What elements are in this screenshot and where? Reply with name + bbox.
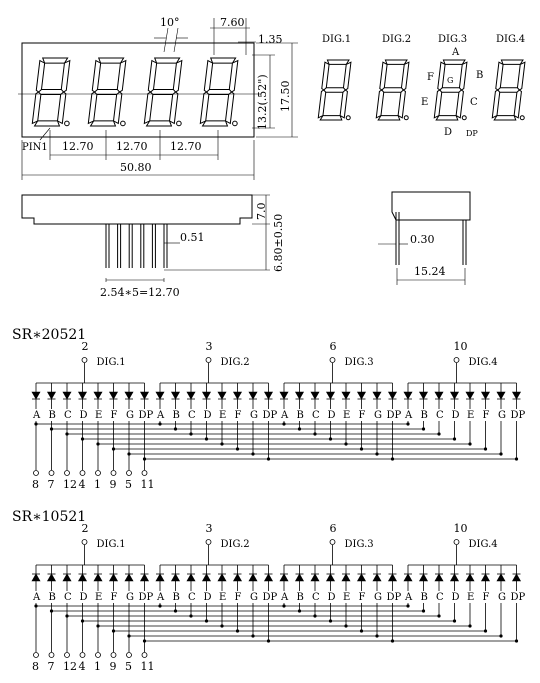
segment-pin	[111, 653, 116, 658]
segment-label: DP	[386, 592, 402, 603]
segment-pin-number: 8	[32, 660, 39, 673]
segment-legend	[318, 34, 525, 138]
segment-f	[92, 61, 100, 92]
segment-c	[170, 92, 178, 123]
segment-dp	[121, 121, 126, 126]
segment-label: D	[451, 592, 460, 603]
segment-pin	[96, 471, 101, 476]
dim-pin-pitch: 2.54∗5=12.70	[100, 286, 180, 299]
diode	[265, 392, 273, 399]
diode	[141, 574, 149, 581]
diode	[32, 574, 40, 581]
digit-common-pin	[454, 358, 459, 363]
schematic-common-anode	[12, 327, 526, 491]
digit-common-pin	[82, 540, 87, 545]
legend-digit-label: DIG.1	[322, 34, 352, 45]
diode	[296, 574, 304, 581]
pin1-leader	[40, 128, 50, 140]
digit-pin-number: 10	[453, 522, 468, 535]
diode	[187, 574, 195, 581]
legend-seg-d: D	[444, 127, 453, 138]
segment-pin-number: 7	[47, 660, 55, 673]
segment-label: G	[374, 592, 382, 603]
side-body-outline	[22, 195, 252, 224]
segment-c	[456, 90, 463, 118]
segment-label: E	[343, 410, 351, 421]
diode	[482, 574, 490, 581]
legend-seg-g: G	[447, 76, 454, 85]
segment-label: G	[498, 410, 506, 421]
segment-label: F	[482, 592, 490, 603]
segment-d	[147, 121, 172, 126]
legend-seg-a: A	[452, 47, 460, 58]
segment-label: G	[498, 592, 506, 603]
digit-common-pin	[206, 358, 211, 363]
digit-common-pin	[454, 540, 459, 545]
dim-seg-width: 1.35	[258, 33, 283, 46]
diode	[203, 392, 211, 399]
segment-pin	[127, 653, 132, 658]
segment-label: A	[405, 410, 413, 421]
segment-d	[378, 116, 400, 120]
digit-pin-number: 3	[205, 522, 213, 535]
diode	[48, 392, 56, 399]
segment-label: E	[95, 410, 103, 421]
diode	[451, 392, 459, 399]
digit-pin-number: 3	[205, 340, 213, 353]
diode	[342, 392, 350, 399]
segment-e	[200, 92, 209, 123]
schematic-title: SR∗20521	[12, 327, 87, 343]
diode	[249, 574, 257, 581]
diode	[218, 392, 226, 399]
pin1-label: PIN1	[22, 142, 48, 153]
diode	[327, 392, 335, 399]
segment-dp	[520, 116, 524, 120]
schematic-circuit	[32, 522, 526, 673]
digit-common-pin	[206, 540, 211, 545]
digit-pin-number: 2	[81, 340, 89, 353]
segment-a	[327, 60, 349, 64]
legend-seg-f: F	[427, 72, 434, 83]
segment-pin	[111, 471, 116, 476]
diode	[342, 574, 350, 581]
segment-pin	[142, 471, 147, 476]
segment-label: A	[157, 592, 165, 603]
diode	[265, 574, 273, 581]
diode	[110, 392, 118, 399]
segment-label: DP	[262, 410, 278, 421]
diode	[327, 574, 335, 581]
segment-label: A	[33, 592, 41, 603]
segment-label: DP	[138, 592, 154, 603]
segment-b	[61, 61, 70, 92]
diode	[311, 574, 319, 581]
segment-label: D	[203, 410, 212, 421]
diode	[389, 392, 397, 399]
dim-angle: 10°	[160, 16, 180, 29]
segment-pin-number: 11	[140, 478, 155, 491]
segment-pin	[96, 653, 101, 658]
segment-a	[385, 60, 407, 64]
diode	[373, 392, 381, 399]
digit-pin-number: 10	[453, 340, 468, 353]
diode	[63, 392, 71, 399]
segment-label: DP	[138, 410, 154, 421]
segment-label: E	[343, 592, 351, 603]
segment-c	[398, 90, 405, 118]
angle-guide-2	[174, 28, 178, 52]
segment-g	[498, 88, 520, 92]
diode	[48, 574, 56, 581]
segment-a	[99, 58, 124, 63]
segment-a	[501, 60, 523, 64]
segment-label: E	[95, 592, 103, 603]
segment-pin-number: 4	[78, 478, 86, 491]
segment-label: B	[48, 410, 56, 421]
segment-e	[318, 90, 326, 118]
segment-g	[382, 88, 404, 92]
diode	[234, 392, 242, 399]
diode	[156, 574, 164, 581]
segment-f	[496, 62, 503, 90]
segment-e	[88, 92, 97, 123]
segment-label: A	[281, 592, 289, 603]
segment-label: DP	[510, 592, 526, 603]
segment-pin	[34, 653, 39, 658]
segment-d	[203, 121, 228, 126]
segment-label: B	[420, 410, 428, 421]
segment-label: G	[126, 592, 134, 603]
diode	[94, 574, 102, 581]
segment-b	[459, 62, 467, 90]
end-body-outline	[392, 192, 470, 220]
segment-label: B	[48, 592, 56, 603]
segment-label: E	[467, 592, 475, 603]
segment-label: C	[188, 592, 196, 603]
diode	[404, 392, 412, 399]
dim-row-spacing: 15.24	[414, 265, 446, 278]
segment-pin	[49, 471, 54, 476]
diode	[63, 574, 71, 581]
diode	[234, 574, 242, 581]
segment-b	[517, 62, 525, 90]
diode	[497, 392, 505, 399]
segment-label: G	[250, 410, 258, 421]
segment-d	[494, 116, 516, 120]
diode	[420, 574, 428, 581]
segment-label: DP	[386, 410, 402, 421]
segment-pin	[34, 471, 39, 476]
segment-label: A	[281, 410, 289, 421]
segment-pin-number: 1	[94, 478, 101, 491]
segment-label: B	[296, 410, 304, 421]
segment-e	[434, 90, 442, 118]
segment-d	[35, 121, 60, 126]
digit-common-pin	[330, 540, 335, 545]
segment-label: A	[33, 410, 41, 421]
dim-digit-pitch-3: 12.70	[170, 140, 202, 153]
front-view	[18, 16, 298, 180]
diode	[389, 574, 397, 581]
dim-body-width: 50.80	[120, 161, 152, 174]
segment-f	[148, 61, 156, 92]
diode	[466, 574, 474, 581]
segment-pin-number: 5	[125, 660, 132, 673]
segment-label: G	[126, 410, 134, 421]
segment-label: C	[436, 410, 444, 421]
segment-e	[32, 92, 41, 123]
segment-pin-number: 5	[125, 478, 132, 491]
segment-d	[320, 116, 342, 120]
segment-a	[443, 60, 465, 64]
segment-f	[36, 61, 44, 92]
digit-pin-number: 6	[329, 522, 337, 535]
segment-c	[514, 90, 521, 118]
diode	[79, 392, 87, 399]
segment-label: B	[420, 592, 428, 603]
legend-seg-b: B	[476, 70, 484, 81]
schematic-common-cathode	[12, 509, 526, 673]
diode	[249, 392, 257, 399]
segment-pin	[80, 471, 85, 476]
segment-b	[173, 61, 182, 92]
segment-d	[91, 121, 116, 126]
segment-a	[43, 58, 68, 63]
segment-dp	[65, 121, 70, 126]
segment-g	[324, 88, 346, 92]
segment-f	[380, 62, 387, 90]
diode	[141, 392, 149, 399]
segment-f	[204, 61, 212, 92]
segment-pin-number: 4	[78, 660, 86, 673]
digit-label: DIG.1	[96, 357, 126, 368]
diode	[497, 574, 505, 581]
segment-label: C	[188, 410, 196, 421]
side-view	[22, 195, 285, 299]
segment-a	[211, 58, 236, 63]
diode	[482, 392, 490, 399]
digit-label: DIG.3	[344, 539, 374, 550]
end-view	[378, 192, 470, 285]
segment-pin	[49, 653, 54, 658]
segment-dp	[462, 116, 466, 120]
segment-d	[436, 116, 458, 120]
segment-label: G	[250, 592, 258, 603]
segment-label: DP	[262, 592, 278, 603]
dim-body-height: 17.50	[279, 80, 292, 112]
diode	[172, 392, 180, 399]
segment-pin-number: 7	[47, 478, 55, 491]
digit-label: DIG.3	[344, 357, 374, 368]
diode	[435, 574, 443, 581]
diode	[373, 574, 381, 581]
segment-label: A	[405, 592, 413, 603]
segment-label: E	[467, 410, 475, 421]
segment-c	[340, 90, 347, 118]
segment-dp	[404, 116, 408, 120]
segment-b	[229, 61, 238, 92]
segment-b	[117, 61, 126, 92]
schematic-circuit	[32, 340, 526, 491]
diode	[125, 574, 133, 581]
segment-label: D	[79, 592, 88, 603]
segment-a	[155, 58, 180, 63]
segment-label: F	[110, 410, 118, 421]
side-pins	[106, 224, 167, 268]
segment-dp	[346, 116, 350, 120]
digit-pin-number: 2	[81, 522, 89, 535]
diode	[203, 574, 211, 581]
segment-pin	[80, 653, 85, 658]
segment-pin-number: 12	[63, 660, 77, 673]
front-digits	[32, 58, 238, 126]
segment-label: D	[79, 410, 88, 421]
diode	[466, 392, 474, 399]
segment-label: A	[157, 410, 165, 421]
segment-b	[401, 62, 409, 90]
segment-dp	[177, 121, 182, 126]
diode	[280, 392, 288, 399]
segment-pin-number: 11	[140, 660, 155, 673]
diode	[358, 574, 366, 581]
segment-pin-number: 1	[94, 660, 101, 673]
dim-char-width: 7.60	[220, 16, 245, 29]
dim-pin-length: 6.80±0.50	[272, 213, 285, 272]
segment-c	[114, 92, 122, 123]
segment-c	[226, 92, 234, 123]
segment-label: C	[312, 410, 320, 421]
diode	[296, 392, 304, 399]
diode	[358, 392, 366, 399]
diode	[513, 574, 521, 581]
diode	[32, 392, 40, 399]
segment-pin-number: 8	[32, 478, 39, 491]
legend-digit-label: DIG.2	[382, 34, 412, 45]
segment-label: D	[327, 592, 336, 603]
diode	[280, 574, 288, 581]
diode	[311, 392, 319, 399]
segment-label: F	[234, 592, 242, 603]
segment-label: D	[327, 410, 336, 421]
segment-label: B	[296, 592, 304, 603]
legend-digits	[318, 60, 525, 120]
digit-label: DIG.4	[468, 539, 498, 550]
segment-label: F	[482, 410, 490, 421]
diode	[125, 392, 133, 399]
diode	[156, 392, 164, 399]
dim-digit-pitch-2: 12.70	[116, 140, 148, 153]
segment-label: DP	[510, 410, 526, 421]
legend-seg-e: E	[421, 97, 429, 108]
diode	[435, 392, 443, 399]
diode	[110, 574, 118, 581]
digit-pin-number: 6	[329, 340, 337, 353]
segment-label: F	[358, 410, 366, 421]
segment-b	[343, 62, 351, 90]
dim-body-thickness: 7.0	[255, 202, 268, 220]
segment-label: F	[110, 592, 118, 603]
diode	[404, 574, 412, 581]
segment-pin	[142, 653, 147, 658]
diode	[218, 574, 226, 581]
segment-label: F	[358, 592, 366, 603]
segment-label: D	[451, 410, 460, 421]
diode	[420, 392, 428, 399]
legend-digit-label: DIG.4	[496, 34, 526, 45]
segment-label: E	[219, 592, 227, 603]
digit-label: DIG.1	[96, 539, 126, 550]
segment-pin	[65, 471, 70, 476]
segment-e	[376, 90, 384, 118]
dim-pin-width: 0.51	[180, 231, 205, 244]
diode	[513, 392, 521, 399]
segment-pin-number: 12	[63, 478, 77, 491]
legend-seg-c: C	[470, 97, 478, 108]
dim-pin-thickness: 0.30	[410, 233, 435, 246]
schematic-title: SR∗10521	[12, 509, 87, 525]
segment-label: D	[203, 592, 212, 603]
diode	[172, 574, 180, 581]
segment-label: C	[312, 592, 320, 603]
segment-e	[492, 90, 500, 118]
digit-common-pin	[330, 358, 335, 363]
segment-pin-number: 9	[109, 660, 117, 673]
segment-c	[58, 92, 66, 123]
dim-char-height: 13.2(.52")	[256, 74, 269, 130]
digit-common-pin	[82, 358, 87, 363]
legend-digit-label: DIG.3	[438, 34, 468, 45]
segment-g	[440, 88, 462, 92]
segment-label: C	[64, 410, 72, 421]
segment-dp	[233, 121, 238, 126]
legend-seg-dp: DP	[466, 129, 478, 138]
diode	[451, 574, 459, 581]
segment-label: B	[172, 410, 180, 421]
segment-label: E	[219, 410, 227, 421]
segment-label: G	[374, 410, 382, 421]
segment-label: F	[234, 410, 242, 421]
segment-f	[322, 62, 329, 90]
angle-guide-1	[164, 28, 168, 52]
digit-label: DIG.2	[220, 357, 250, 368]
segment-label: B	[172, 592, 180, 603]
segment-e	[144, 92, 153, 123]
segment-label: C	[436, 592, 444, 603]
diode	[79, 574, 87, 581]
segment-f	[438, 62, 445, 90]
digit-label: DIG.4	[468, 357, 498, 368]
dim-digit-pitch-1: 12.70	[62, 140, 94, 153]
segment-pin-number: 9	[109, 478, 117, 491]
diode	[94, 392, 102, 399]
segment-label: C	[64, 592, 72, 603]
diode	[187, 392, 195, 399]
segment-pin	[65, 653, 70, 658]
segment-pin	[127, 471, 132, 476]
digit-label: DIG.2	[220, 539, 250, 550]
